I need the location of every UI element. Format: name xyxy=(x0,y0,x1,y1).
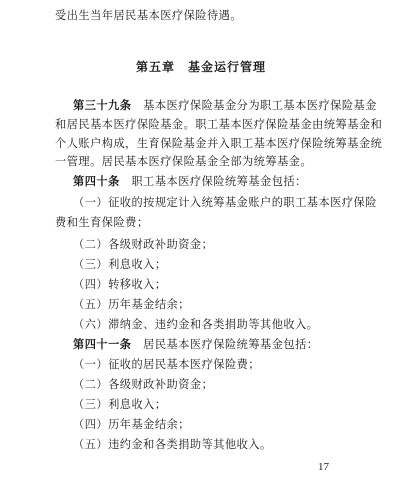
article-39-line-3: 个人账户构成，生育保险基金并入职工基本医疗保险统筹基金统 xyxy=(55,137,383,150)
page-number: 17 xyxy=(318,461,329,473)
article-41-item: （一）征收的居民基本医疗保险费； xyxy=(73,358,261,371)
article-41-label: 第四十一条 xyxy=(73,338,132,351)
article-39-line-4: 一管理。居民基本医疗保险基金全部为统筹基金。 xyxy=(55,155,313,168)
article-39-line-2: 和居民基本医疗保险基金。职工基本医疗保险基金由统筹基金和 xyxy=(55,118,383,131)
article-40-heading-line xyxy=(73,174,373,190)
article-41-heading: 居民基本医疗保险统筹基金包括： xyxy=(143,338,319,351)
article-41-item: （四）历年基金结余； xyxy=(73,418,190,431)
article-39-label: 第三十九条 xyxy=(73,99,132,112)
chapter-title: 第五章 基金运行管理 xyxy=(135,60,266,74)
article-41-item: （三）利息收入； xyxy=(73,398,167,411)
article-40-item: 费和生育保险费； xyxy=(55,216,149,229)
article-40-item: （二）各级财政补助资金； xyxy=(73,238,214,251)
article-40-item: （三）利息收入； xyxy=(73,258,167,271)
article-41-heading-line xyxy=(73,337,373,353)
article-40-item: （六）滞纳金、违约金和各类捐助等其他收入。 xyxy=(73,318,319,331)
article-40-heading: 职工基本医疗保险统筹基金包括： xyxy=(131,175,307,188)
article-39-first-line xyxy=(73,98,377,114)
article-40-label: 第四十条 xyxy=(73,175,120,188)
article-40-item: （四）转移收入； xyxy=(73,278,167,291)
article-40-item: （一）征收的按规定计入统筹基金账户的职工基本医疗保险 xyxy=(73,196,377,209)
article-41-item: （五）违约金和各类捐助等其他收入。 xyxy=(73,438,272,451)
article-40-item: （五）历年基金结余； xyxy=(73,298,190,311)
article-39-line-1: 基本医疗保险基金分为职工基本医疗保险基金 xyxy=(143,99,377,112)
article-41-item: （二）各级财政补助资金； xyxy=(73,378,214,391)
intro-line: 受出生当年居民基本医疗保险待遇。 xyxy=(55,9,243,22)
